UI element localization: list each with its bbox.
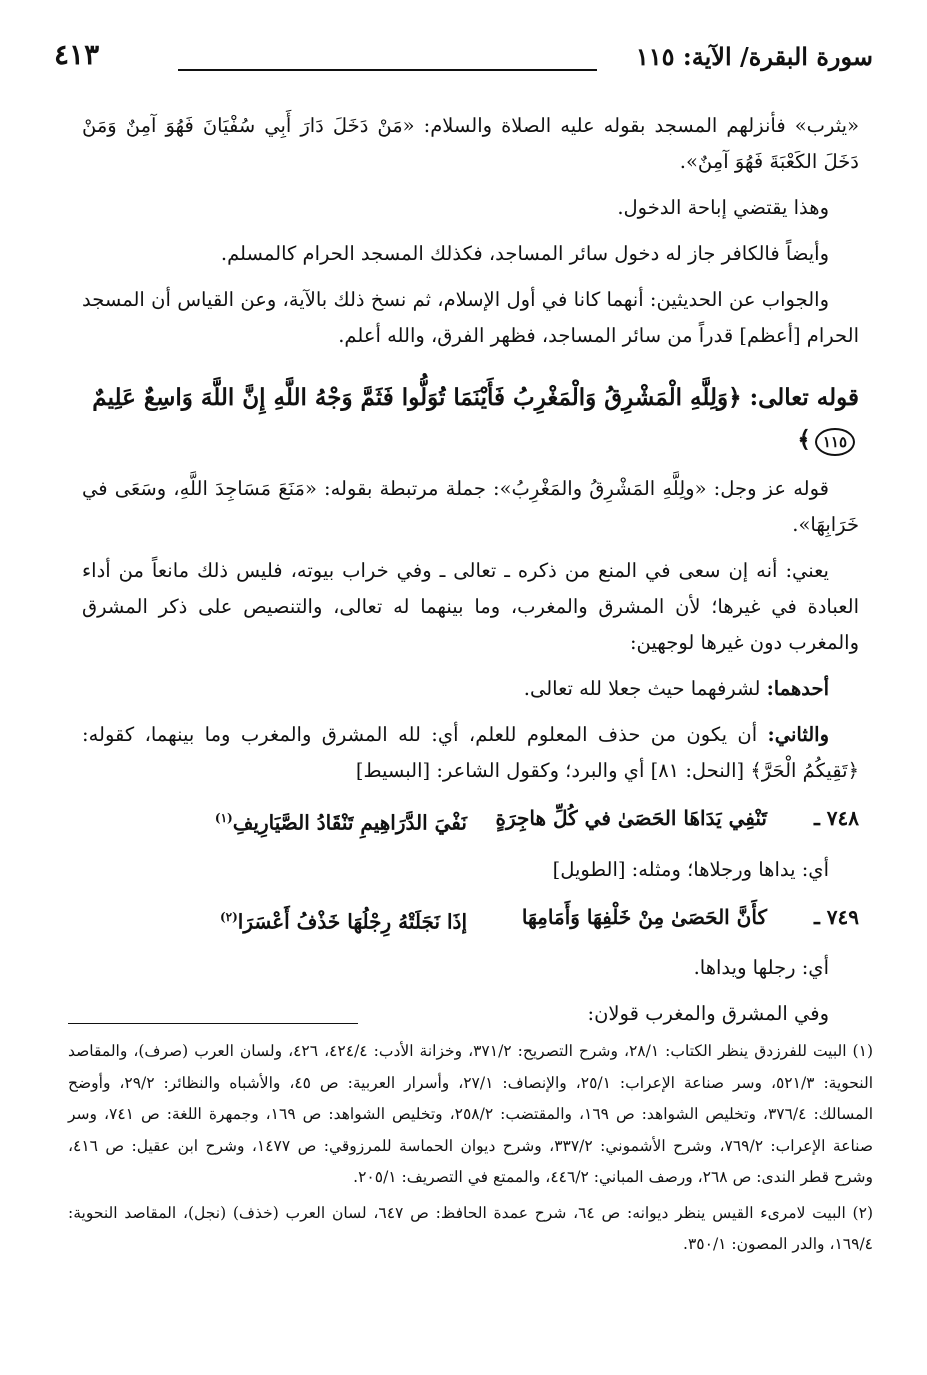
poem-hemistich-first: تَنْفِي يَدَاهَا الحَصَىٰ في كُلِّ هاجِرَةٍ bbox=[495, 806, 767, 830]
main-text bbox=[82, 108, 859, 1042]
verse-text: ﴿وَلِلَّهِ الْمَشْرِقُ وَالْمَغْرِبُ فَأَيْنَمَا تُوَلُّوا فَثَمَّ وَجْهُ اللَّهِ إِنَّ اللَّهَ وَاسِعٌ عَلِيمٌ bbox=[92, 384, 742, 411]
surah-title: سورة البقرة/ الآية: ١١٥ bbox=[635, 42, 873, 71]
quran-verse bbox=[82, 377, 859, 461]
paragraph-4: والجواب عن الحديثين: أنهما كانا في أول الإسلام، ثم نسخ ذلك بالآية، وعن القياس أن المسجد الحرام [أعظم] قدراً من سائر المساجد، فظهر الفرق، والله أعلم. bbox=[82, 288, 859, 347]
paragraph-1: «يثرب» فأنزلهم المسجد بقوله عليه الصلاة والسلام: «مَنْ دَخَلَ دَارَ أَبِي سُفْيَانَ فَهُوَ آمِنٌ وَمَنْ دَخَلَ الكَعْبَةَ فَهُوَ آمِنٌ». bbox=[82, 114, 859, 173]
paragraph-2: وهذا يقتضي إباحة الدخول. bbox=[617, 196, 829, 219]
poem-line-748 bbox=[82, 799, 859, 842]
poem-hemistich-second bbox=[82, 799, 467, 842]
verse-close: ﴾ bbox=[797, 426, 811, 453]
second-reason-label: والثاني: bbox=[767, 723, 830, 746]
paragraph-8 bbox=[82, 717, 859, 789]
second-reason-text: أن يكون من حذف المعلوم للعلم، أي: لله المشرق والمغرب وما بينهما، كقوله: ﴿تَقِيكُمُ الْحَرَّ﴾ [النحل: ٨١] أي والبرد؛ وكقول الشاعر: [البسيط] bbox=[82, 723, 859, 782]
page-number: ٤١٣ bbox=[54, 38, 100, 71]
poem-number: ٧٤٨ ـ bbox=[813, 806, 859, 830]
page-header bbox=[54, 36, 873, 80]
poem-hemistich-second-text: نَفْيَ الدَّرَاهِيمِ تَنْقَادُ الصَّيَارِيفِ bbox=[232, 810, 467, 835]
footnote-1: (١) البيت للفرزدق ينظر الكتاب: ٢٨/١، وشرح التصريح: ٣٧١/٢، وخزانة الأدب: ٤٢٤/٤، ٤٢٦، ولسان العرب (صرف)، والمقاصد النحوية: ٥٢١/٣، وسر صناعة الإعراب: ٢٥/١، والإنصاف: ٢٧/١، وأسرار العربية: ص ٤٥، والأشباه والنظائر: ٢٩/٢، وأوضح المسالك: ٣٧٦/٤، وتخليص الشواهد: ص ١٦٩، والمقتضب: ٢٥٨/٢، وتخليص الشواهد: ص ١٦٩، وجمهرة اللغة: ص ٧٤١، وسر صناعة الإعراب: ٧٦٩/٢، وشرح الأشموني: ٣٣٧/٢، وشرح ديوان الحماسة للمرزوقي: ص ١٤٧٧، وشرح ابن عقيل: ص ٤١٦، وشرح قطر الندى: ص ٢٦٨، ورصف المباني: ٤٤٦/٢، والممتع في التصريف: ٢٠٥/١. bbox=[68, 1042, 874, 1186]
paragraph-7 bbox=[82, 671, 859, 707]
poem-line-749 bbox=[82, 898, 859, 941]
paragraph-6: يعني: أنه إن سعى في المنع من ذكره ـ تعالى ـ وفي خراب بيوته، فليس ذلك مانعاً من أداء العبادة في غيرها؛ لأن المشرق والمغرب، وما بينهما له تعالى، والتنصيص على ذكر المشرق والمغرب دون غيرها لوجهين: bbox=[82, 559, 859, 654]
footnote-separator bbox=[68, 1023, 358, 1024]
first-reason-label: أحدهما: bbox=[766, 677, 829, 700]
footnote-ref: (٢) bbox=[219, 909, 238, 924]
footnotes bbox=[68, 1036, 873, 1265]
header-rule bbox=[178, 69, 597, 71]
paragraph-9: أي: يداها ورجلاها؛ ومثله: [الطويل] bbox=[552, 857, 829, 881]
poem-hemistich-first: كأَنَّ الحَصَىٰ مِنْ خَلْفِهَا وَأَمَامِهَا bbox=[521, 904, 767, 929]
poem-hemistich-second bbox=[82, 898, 467, 941]
poem-hemistich-second-text: إذَا نَجَلَتْهُ رِجْلُهَا خَذْفُ أَعْسَرَا bbox=[237, 909, 467, 934]
ayah-number-marker: ١١٥ bbox=[815, 428, 855, 456]
verse-intro: قوله تعالى: bbox=[749, 384, 859, 411]
first-reason-text: لشرفهما حيث جعلا لله تعالى. bbox=[523, 677, 761, 700]
paragraph-5: قوله عز وجل: «ولِلَّهِ المَشْرِقُ والمَغْرِبُ»: جملة مرتبطة بقوله: «مَنَعَ مَسَاجِدَ اللَّهِ، وسَعَى في خَرَابِهَا». bbox=[82, 477, 859, 536]
footnote-ref: (١) bbox=[214, 811, 233, 825]
footnote-2: (٢) البيت لامرىء القيس ينظر ديوانه: ص ٦٤، شرح عمدة الحافظ: ص ٦٤٧، لسان العرب (خذف) (نجل)، المقاصد النحوية: ١٦٩/٤، والدر المصون: ٣٥٠/١. bbox=[68, 1203, 873, 1253]
paragraph-3: وأيضاً فالكافر جاز له دخول سائر المساجد، فكذلك المسجد الحرام كالمسلم. bbox=[220, 242, 829, 265]
paragraph-10: أي: رجلها ويداها. bbox=[693, 956, 829, 980]
poem-number: ٧٤٩ ـ bbox=[813, 904, 859, 929]
paragraph-11: وفي المشرق والمغرب قولان: bbox=[587, 1002, 829, 1026]
